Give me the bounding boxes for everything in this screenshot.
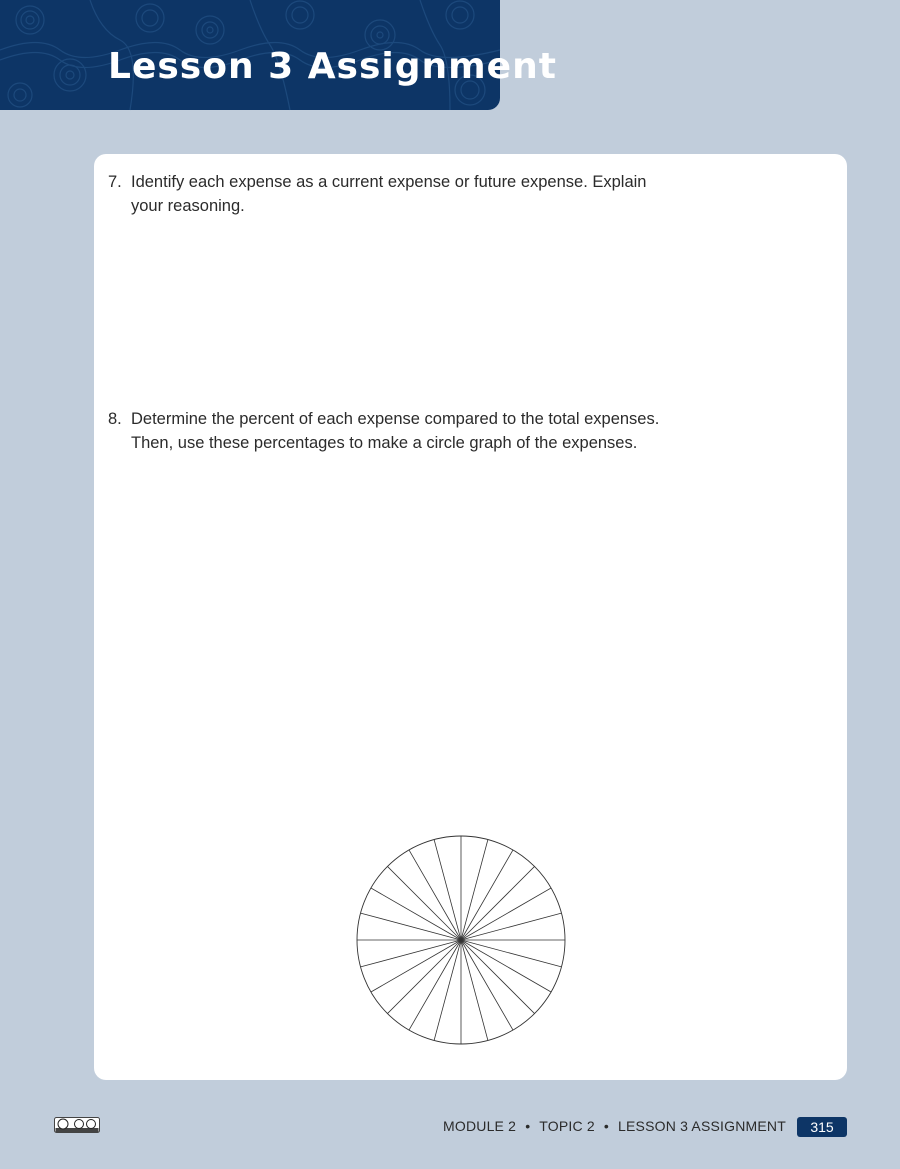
cc-by-nc-license-icon bbox=[54, 1117, 100, 1133]
blank-circle-graph bbox=[355, 834, 567, 1046]
footer-lesson: LESSON 3 ASSIGNMENT bbox=[618, 1118, 786, 1134]
footer-module: MODULE 2 bbox=[443, 1118, 517, 1134]
content-card bbox=[94, 154, 847, 1080]
footer-separator: • bbox=[525, 1118, 531, 1134]
header-banner bbox=[0, 0, 557, 110]
footer-breadcrumb bbox=[443, 1118, 786, 1134]
question-text: Identify each expense as a current expense or future expense. Explain your reasoning. bbox=[131, 173, 647, 215]
question-number: 8. bbox=[108, 410, 122, 428]
page-number: 315 bbox=[797, 1117, 847, 1137]
question-text: Determine the percent of each expense compared to the total expenses. Then, use these percentages to make a circle graph of the expenses. bbox=[131, 410, 660, 452]
question-number: 7. bbox=[108, 173, 122, 191]
page-title: Lesson 3 Assignment bbox=[108, 46, 557, 87]
footer-topic: TOPIC 2 bbox=[539, 1118, 595, 1134]
question-8 bbox=[108, 407, 668, 455]
question-7 bbox=[108, 170, 668, 218]
footer-separator: • bbox=[603, 1118, 610, 1134]
